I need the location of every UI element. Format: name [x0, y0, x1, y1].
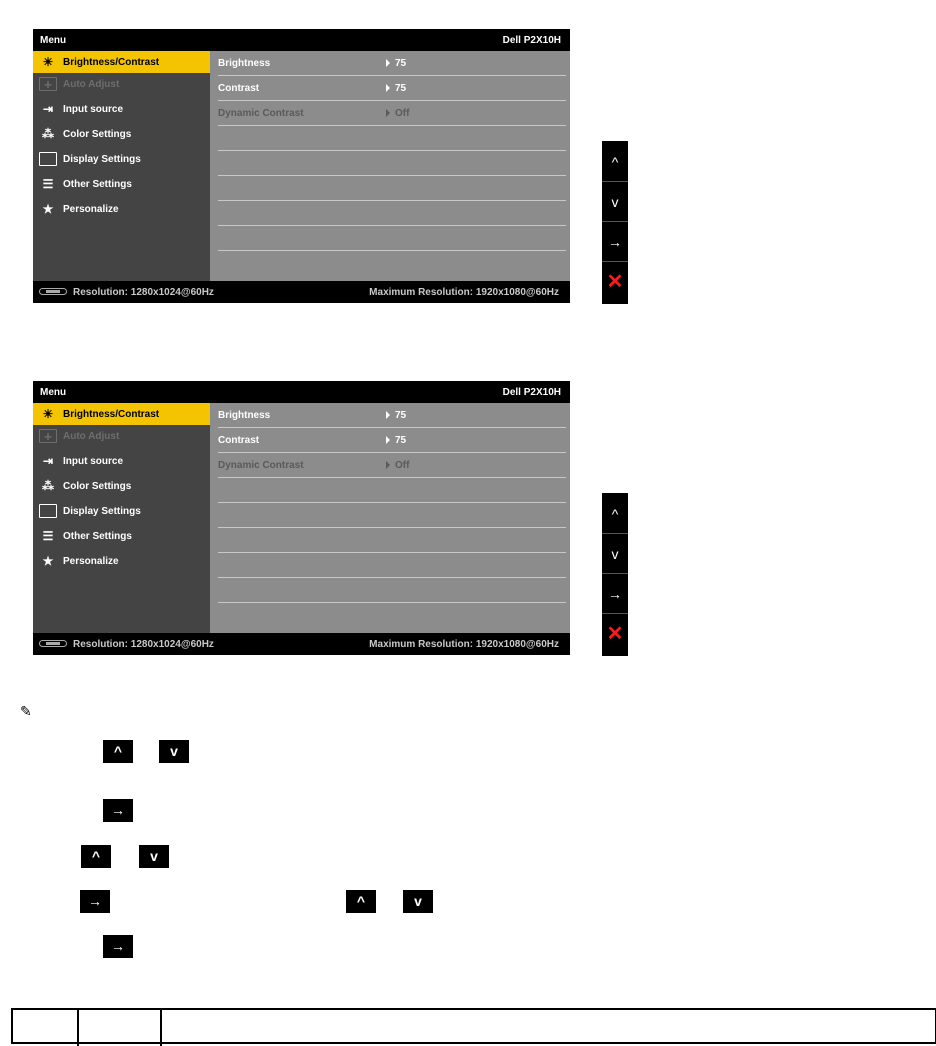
chevron-down-icon: v — [170, 743, 178, 759]
sun-icon: ☀ — [42, 407, 54, 421]
arrow-right-icon: → — [111, 938, 125, 954]
exit-button[interactable] — [602, 615, 628, 654]
star-icon: ★ — [42, 202, 54, 216]
empty-row — [218, 553, 566, 578]
monitor-model: Dell P2X10H — [502, 35, 561, 46]
setting-row-dynamic-contrast[interactable] — [218, 101, 566, 126]
empty-row — [218, 176, 566, 201]
auto-adjust-icon: ✛ — [39, 77, 57, 91]
vga-port-icon — [39, 288, 67, 295]
menu-item-label: Input source — [63, 456, 124, 467]
setting-row-dynamic-contrast[interactable] — [218, 453, 566, 478]
setting-name: Dynamic Contrast — [218, 108, 304, 119]
down-button-glyph — [159, 740, 189, 763]
up-button-glyph — [346, 890, 376, 913]
menu-item-label: Other Settings — [63, 179, 132, 190]
menu-item-auto-adjust[interactable] — [33, 425, 210, 450]
menu-item-other-settings[interactable] — [33, 173, 210, 198]
pencil-icon: ✎ — [20, 703, 32, 719]
setting-name: Dynamic Contrast — [218, 460, 304, 471]
setting-value: 75 — [386, 58, 406, 69]
max-resolution: Maximum Resolution: 1920x1080@60Hz — [369, 639, 559, 650]
sliders-icon: ☰ — [42, 529, 54, 543]
menu-item-input-source[interactable] — [33, 450, 210, 475]
menu-item-color-settings[interactable] — [33, 475, 210, 500]
setting-value: 75 — [386, 410, 406, 421]
menu-item-label: Personalize — [63, 556, 119, 567]
empty-row — [218, 478, 566, 503]
setting-value: Off — [386, 108, 409, 119]
osd-title: Menu — [40, 387, 67, 398]
sun-icon: ☀ — [42, 55, 54, 69]
menu-table — [11, 1008, 936, 1044]
menu-item-auto-adjust[interactable] — [33, 73, 210, 98]
menu-item-personalize[interactable] — [33, 550, 210, 575]
menu-item-label: Other Settings — [63, 531, 132, 542]
empty-row — [218, 503, 566, 528]
enter-button[interactable] — [602, 575, 628, 614]
down-button-glyph — [403, 890, 433, 913]
osd-menu-list — [33, 51, 210, 281]
enter-button-glyph — [103, 935, 133, 958]
up-button[interactable] — [602, 495, 628, 534]
menu-item-label: Brightness/Contrast — [63, 57, 160, 68]
display-icon — [39, 504, 57, 518]
exit-button[interactable] — [602, 263, 628, 302]
table-divider — [77, 1010, 79, 1046]
up-button-glyph — [103, 740, 133, 763]
menu-item-label: Display Settings — [63, 506, 141, 517]
menu-item-label: Display Settings — [63, 154, 141, 165]
menu-item-brightness-contrast[interactable] — [33, 403, 210, 425]
osd-header — [33, 381, 570, 403]
setting-value: Off — [386, 460, 409, 471]
star-icon: ★ — [42, 554, 54, 568]
arrow-right-icon: → — [608, 234, 622, 250]
arrow-right-icon: → — [111, 802, 125, 818]
menu-item-label: Color Settings — [63, 481, 132, 492]
menu-item-input-source[interactable] — [33, 98, 210, 123]
front-panel-buttons — [602, 141, 628, 304]
chevron-down-icon: v — [150, 848, 158, 864]
chevron-up-icon: ^ — [91, 848, 101, 864]
display-icon — [39, 152, 57, 166]
setting-row-brightness[interactable] — [218, 51, 566, 76]
arrow-right-icon: → — [88, 893, 102, 909]
empty-row — [218, 226, 566, 251]
empty-row — [218, 201, 566, 226]
setting-value: 75 — [386, 83, 406, 94]
menu-item-label: Input source — [63, 104, 124, 115]
chevron-up-icon: ^ — [113, 743, 123, 759]
menu-item-label: Auto Adjust — [63, 431, 120, 442]
menu-item-label: Brightness/Contrast — [63, 409, 160, 420]
setting-value: 75 — [386, 435, 406, 446]
chevron-up-icon: ^ — [611, 506, 619, 522]
chevron-up-icon: ^ — [356, 893, 366, 909]
max-resolution: Maximum Resolution: 1920x1080@60Hz — [369, 287, 559, 298]
setting-name: Brightness — [218, 410, 271, 421]
enter-button-glyph — [80, 890, 110, 913]
empty-row — [218, 578, 566, 603]
chevron-up-icon: ^ — [611, 154, 619, 170]
setting-name: Contrast — [218, 83, 260, 94]
setting-row-contrast[interactable] — [218, 76, 566, 101]
menu-item-brightness-contrast[interactable] — [33, 51, 210, 73]
chevron-down-icon: v — [414, 893, 422, 909]
up-button[interactable] — [602, 143, 628, 182]
sliders-icon: ☰ — [42, 177, 54, 191]
up-button-glyph — [81, 845, 111, 868]
arrow-right-icon: → — [608, 586, 622, 602]
osd-footer — [33, 281, 570, 303]
empty-row — [218, 126, 566, 151]
osd-menu-panel — [33, 381, 570, 655]
osd-footer — [33, 633, 570, 655]
down-button[interactable] — [602, 183, 628, 222]
osd-settings-panel — [210, 51, 570, 281]
table-divider — [160, 1010, 162, 1046]
setting-name: Brightness — [218, 58, 271, 69]
menu-item-display-settings[interactable] — [33, 500, 210, 525]
chevron-down-icon: v — [611, 546, 619, 562]
down-button-glyph — [139, 845, 169, 868]
current-resolution: Resolution: 1280x1024@60Hz — [73, 639, 214, 650]
dvi-port-icon — [39, 640, 67, 647]
menu-item-color-settings[interactable] — [33, 123, 210, 148]
osd-title: Menu — [40, 35, 67, 46]
menu-item-label: Color Settings — [63, 129, 132, 140]
current-resolution: Resolution: 1280x1024@60Hz — [73, 287, 214, 298]
menu-item-personalize[interactable] — [33, 198, 210, 223]
osd-header — [33, 29, 570, 51]
close-icon: ✕ — [606, 623, 624, 645]
setting-name: Contrast — [218, 435, 260, 446]
enter-button-glyph — [103, 799, 133, 822]
menu-item-label: Personalize — [63, 204, 119, 215]
menu-item-label: Auto Adjust — [63, 79, 120, 90]
setting-row-contrast[interactable] — [218, 428, 566, 453]
color-dots-icon: ⁂ — [42, 479, 54, 493]
osd-menu-list — [33, 403, 210, 633]
chevron-down-icon: v — [611, 194, 619, 210]
auto-adjust-icon: ✛ — [39, 429, 57, 443]
front-panel-buttons — [602, 493, 628, 656]
input-source-icon: ⇥ — [42, 454, 54, 468]
setting-row-brightness[interactable] — [218, 403, 566, 428]
osd-menu-panel — [33, 29, 570, 303]
down-button[interactable] — [602, 535, 628, 574]
enter-button[interactable] — [602, 223, 628, 262]
menu-item-other-settings[interactable] — [33, 525, 210, 550]
empty-row — [218, 528, 566, 553]
menu-item-display-settings[interactable] — [33, 148, 210, 173]
close-icon: ✕ — [606, 271, 624, 293]
osd-settings-panel — [210, 403, 570, 633]
empty-row — [218, 151, 566, 176]
input-source-icon: ⇥ — [42, 102, 54, 116]
monitor-model: Dell P2X10H — [502, 387, 561, 398]
color-dots-icon: ⁂ — [42, 127, 54, 141]
